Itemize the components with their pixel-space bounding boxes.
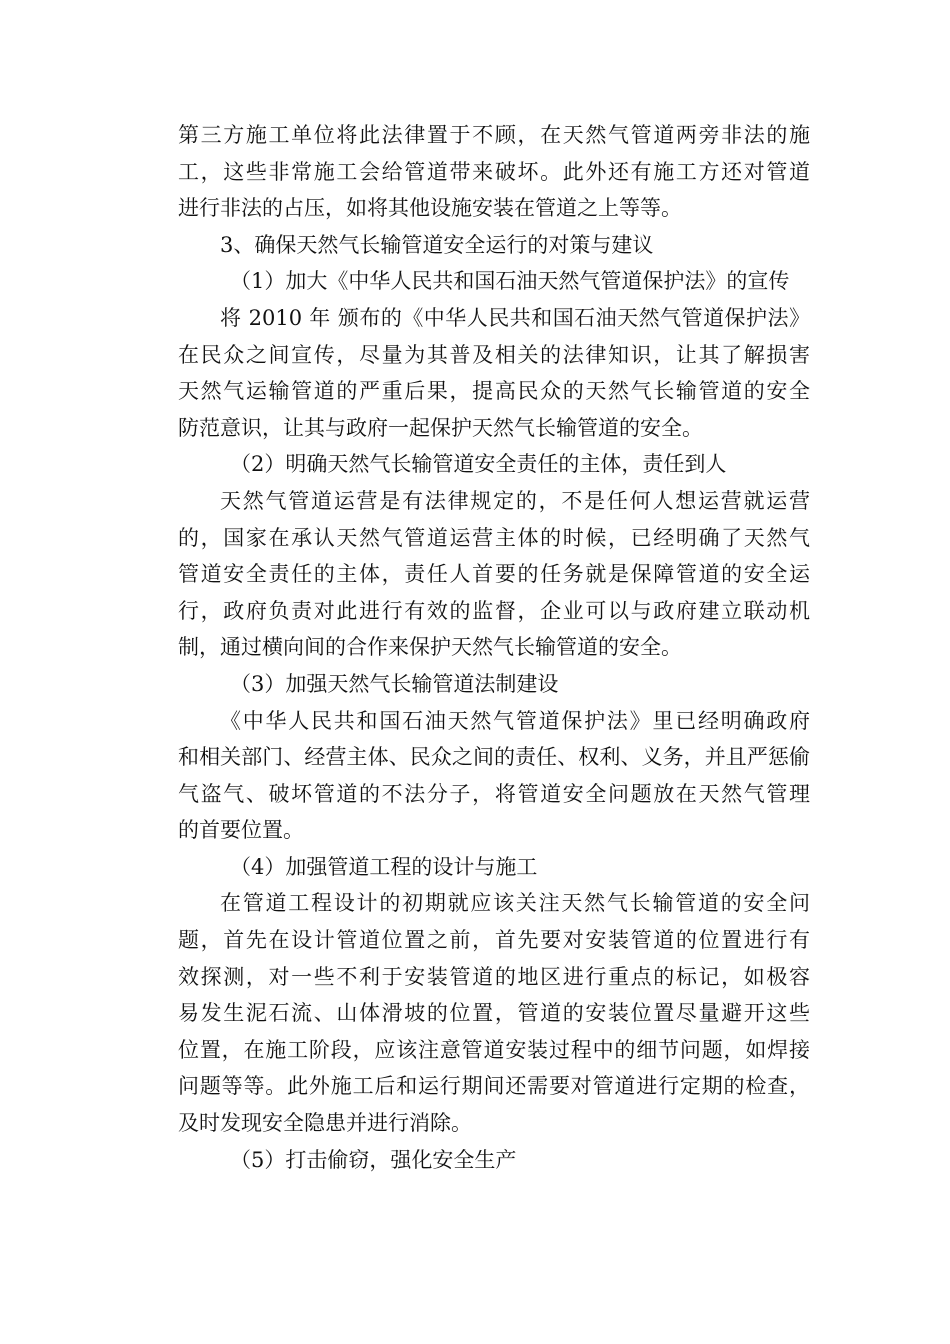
paragraph-line: 将 2010 年 颁布的《中华人民共和国石油天然气管道保护法》 [220, 305, 810, 330]
paragraph-line: 进行非法的占压，如将其他设施安装在管道之上等等。 [178, 196, 682, 221]
paragraph-line: 和相关部门、经营主体、民众之间的责任、权利、义务，并且严惩偷 [178, 745, 810, 770]
paragraph-line: 及时发现安全隐患并进行消除。 [178, 1111, 472, 1136]
document-body [178, 117, 810, 1178]
paragraph-line: 《中华人民共和国石油天然气管道保护法》里已经明确政府 [220, 708, 810, 733]
paragraph-line: 题，首先在设计管道位置之前，首先要对安装管道的位置进行有 [178, 928, 810, 953]
paragraph-line: 防范意识，让其与政府一起保护天然气长输管道的安全。 [178, 415, 703, 440]
subsection-heading: （1）加大《中华人民共和国石油天然气管道保护法》的宣传 [230, 269, 790, 294]
paragraph-line: 行，政府负责对此进行有效的监督，企业可以与政府建立联动机 [178, 598, 810, 623]
paragraph-line: 的首要位置。 [178, 818, 304, 843]
paragraph-line: 问题等等。此外施工后和运行期间还需要对管道进行定期的检查， [178, 1074, 810, 1099]
paragraph-line: 位置，在施工阶段，应该注意管道安装过程中的细节问题，如焊接 [178, 1037, 810, 1062]
paragraph-line: 在管道工程设计的初期就应该关注天然气长输管道的安全问 [220, 891, 810, 916]
section-heading: 3、确保天然气长输管道安全运行的对策与建议 [220, 232, 654, 257]
paragraph-line: 天然气运输管道的严重后果，提高民众的天然气长输管道的安全 [178, 379, 810, 404]
paragraph-line: 工，这些非常施工会给管道带来破坏。此外还有施工方还对管道 [178, 159, 810, 184]
paragraph-line: 气盗气、破坏管道的不法分子，将管道安全问题放在天然气管理 [178, 781, 810, 806]
paragraph-line: 在民众之间宣传，尽量为其普及相关的法律知识，让其了解损害 [178, 342, 810, 367]
paragraph-line: 管道安全责任的主体，责任人首要的任务就是保障管道的安全运 [178, 562, 810, 587]
paragraph-line: 天然气管道运营是有法律规定的，不是任何人想运营就运营 [220, 488, 810, 513]
paragraph-line: 制，通过横向间的合作来保护天然气长输管道的安全。 [178, 635, 682, 660]
subsection-heading: （4）加强管道工程的设计与施工 [230, 854, 538, 879]
subsection-heading: （2）明确天然气长输管道安全责任的主体，责任到人 [230, 452, 727, 477]
paragraph-line: 的，国家在承认天然气管道运营主体的时候，已经明确了天然气 [178, 525, 810, 550]
paragraph-line: 第三方施工单位将此法律置于不顾，在天然气管道两旁非法的施 [178, 123, 810, 147]
paragraph-line: 易发生泥石流、山体滑坡的位置，管道的安装位置尽量避开这些 [178, 1001, 810, 1026]
paragraph-line: 效探测，对一些不利于安装管道的地区进行重点的标记，如极容 [178, 964, 810, 989]
subsection-heading: （5）打击偷窃，强化安全生产 [230, 1147, 517, 1172]
subsection-heading: （3）加强天然气长输管道法制建设 [230, 671, 559, 696]
